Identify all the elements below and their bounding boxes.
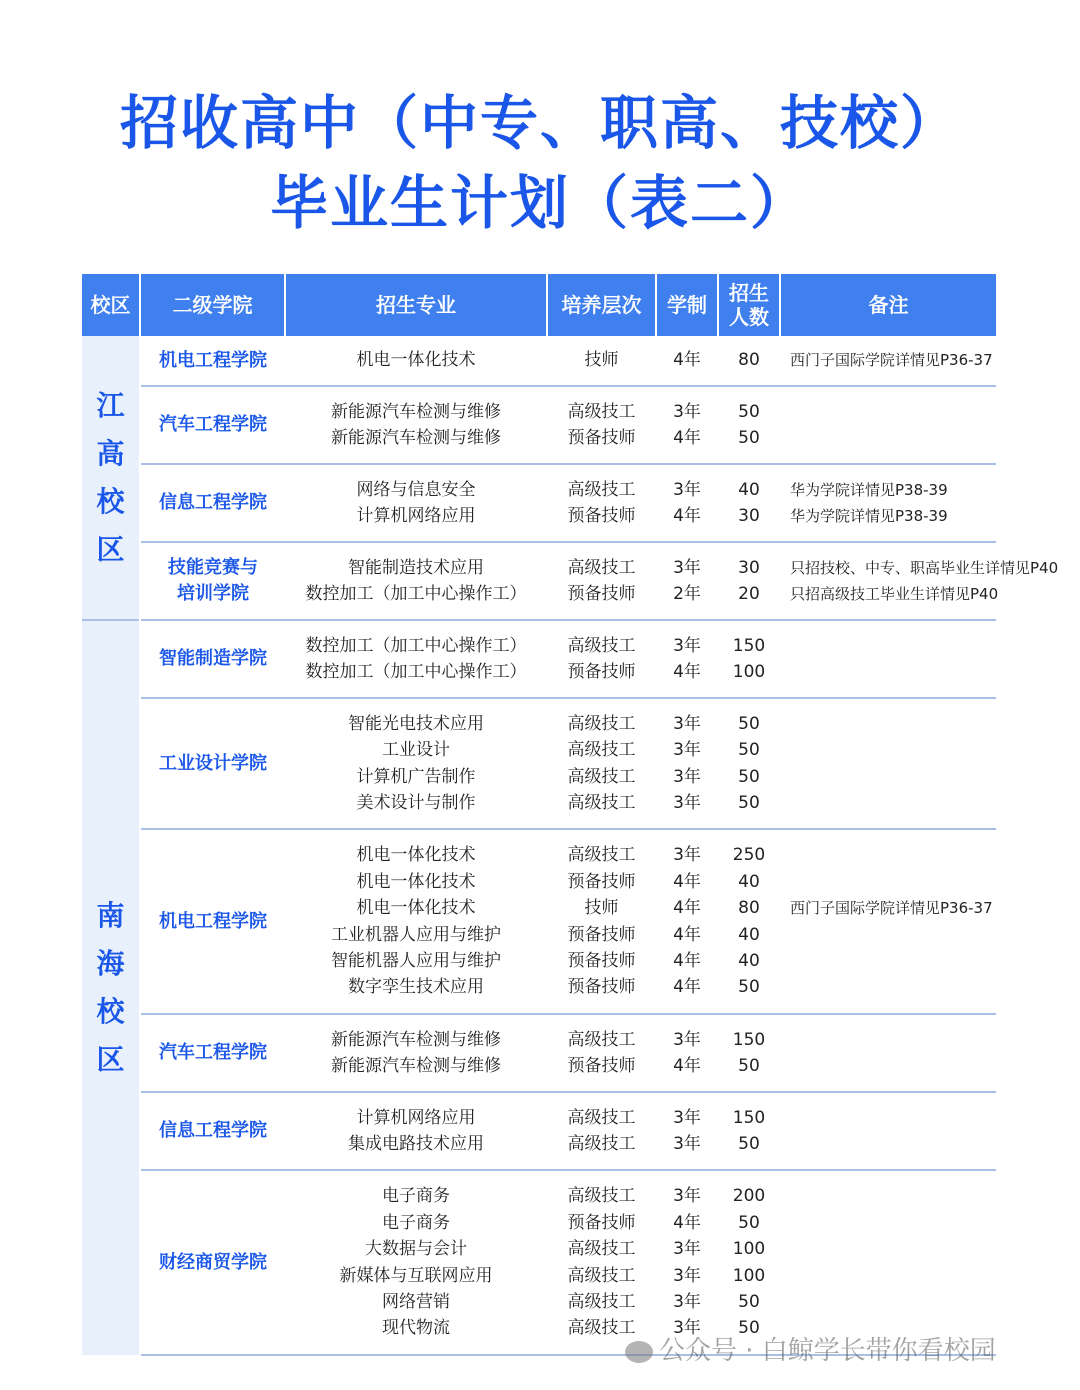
major: 智能光电技术应用 (348, 713, 484, 734)
count: 50 (738, 1056, 760, 1076)
years: 3年 (673, 766, 701, 787)
level-cell (547, 1170, 656, 1355)
header-level: 培养层次 (547, 274, 656, 336)
watermark-text: 公众号 · 白鲸学长带你看校园 (659, 1336, 996, 1366)
table-row (82, 829, 996, 1014)
count-cell (718, 386, 780, 464)
note (790, 1289, 996, 1315)
years-cell (656, 542, 718, 620)
major: 美术设计与制作 (356, 792, 476, 813)
college-name: 机电工程学院 (159, 910, 267, 932)
major: 电子商务 (382, 1212, 450, 1233)
years: 3年 (673, 635, 701, 656)
count: 30 (738, 506, 760, 526)
years: 3年 (673, 740, 701, 761)
campus-char: 江 (96, 388, 125, 422)
count: 150 (732, 635, 766, 656)
note: 华为学院详情见P38-39 (790, 480, 948, 499)
table-header-row (82, 274, 996, 336)
campus-char: 区 (96, 1043, 125, 1076)
years: 3年 (673, 792, 701, 813)
years: 4年 (673, 662, 701, 682)
count: 200 (732, 1186, 766, 1207)
count-cell (718, 620, 780, 698)
level: 预备技师 (567, 924, 636, 945)
years: 3年 (673, 1239, 701, 1260)
major: 新媒体与互联网应用 (339, 1265, 493, 1286)
major: 数控加工（加工中心操作工） (305, 662, 527, 682)
level-cell (547, 542, 656, 620)
watermark (625, 1330, 996, 1367)
major: 机电一体化技术 (356, 871, 476, 892)
years: 3年 (673, 401, 701, 422)
years: 4年 (673, 950, 701, 971)
note (790, 948, 996, 974)
count: 100 (732, 662, 766, 682)
note-cell (780, 464, 996, 542)
major: 工业设计 (382, 740, 450, 761)
count-cell (718, 336, 780, 386)
major: 集成电路技术应用 (348, 1134, 484, 1154)
level: 预备技师 (567, 428, 636, 448)
note (790, 922, 996, 948)
count: 50 (738, 740, 760, 761)
campus-char: 高 (96, 436, 125, 470)
major: 新能源汽车检测与维修 (331, 1056, 501, 1076)
count: 20 (738, 584, 760, 604)
page-title-line2: 毕业生计划（表二） (269, 169, 810, 237)
major: 计算机网络应用 (356, 1107, 476, 1128)
note (790, 1105, 996, 1131)
count: 50 (738, 792, 760, 813)
page-title-line1: 招收高中（中专、职高、技校） (119, 89, 960, 157)
years-cell (656, 336, 718, 386)
level: 高级技工 (567, 792, 636, 813)
note (790, 711, 996, 737)
level: 高级技工 (567, 1107, 636, 1128)
level: 预备技师 (567, 1212, 636, 1233)
note: 西门子国际学院详情见P36-37 (790, 899, 993, 918)
campus-char: 南 (96, 899, 125, 932)
table-row (82, 1014, 996, 1092)
major: 智能制造技术应用 (348, 557, 484, 578)
campus-char: 海 (96, 947, 125, 980)
major: 电子商务 (382, 1186, 450, 1207)
major: 大数据与会计 (365, 1239, 467, 1260)
table-row (82, 698, 996, 829)
count: 40 (738, 950, 760, 971)
count: 150 (732, 1107, 766, 1128)
level-cell (547, 698, 656, 829)
level: 高级技工 (567, 1134, 636, 1154)
note (790, 1183, 996, 1209)
major: 现代物流 (382, 1318, 450, 1339)
college-cell (140, 464, 285, 542)
count: 30 (738, 557, 760, 578)
count: 50 (738, 1291, 760, 1312)
years: 4年 (673, 1056, 701, 1076)
level: 高级技工 (567, 766, 636, 787)
level: 高级技工 (567, 1291, 636, 1312)
note (790, 399, 996, 425)
count: 80 (738, 898, 760, 919)
years: 3年 (673, 1134, 701, 1154)
years: 3年 (673, 845, 701, 866)
table-row (82, 386, 996, 464)
college-cell (140, 829, 285, 1014)
count-cell (718, 1014, 780, 1092)
major: 机电一体化技术 (356, 350, 476, 371)
major: 新能源汽车检测与维修 (331, 428, 501, 448)
years: 3年 (673, 1265, 701, 1286)
campus-char: 校 (96, 995, 125, 1028)
college-cell (140, 1092, 285, 1170)
count: 40 (738, 924, 760, 945)
years-cell (656, 386, 718, 464)
level: 高级技工 (567, 1186, 636, 1207)
major-cell (285, 542, 547, 620)
note (790, 737, 996, 763)
college-cell (140, 542, 285, 620)
years: 3年 (673, 1318, 701, 1339)
header-major: 招生专业 (285, 274, 547, 336)
campus-char: 校 (96, 484, 125, 518)
level: 预备技师 (567, 1056, 636, 1076)
campus-cell (82, 620, 140, 1355)
years: 3年 (673, 1029, 701, 1050)
college-name: 智能制造学院 (159, 648, 267, 669)
note (790, 659, 996, 685)
table-row (82, 336, 996, 386)
major: 数控加工（加工中心操作工） (305, 635, 527, 656)
note (790, 1210, 996, 1236)
major: 数控加工（加工中心操作工） (305, 584, 527, 604)
major-cell (285, 620, 547, 698)
campus-cell (82, 336, 140, 620)
note (790, 633, 996, 659)
major: 网络与信息安全 (356, 479, 476, 500)
note-cell (780, 1170, 996, 1355)
note (790, 869, 996, 895)
level: 预备技师 (567, 584, 636, 604)
college-name: 技能竞赛与 (168, 557, 258, 578)
level-cell (547, 386, 656, 464)
campus-char: 区 (96, 532, 125, 566)
major: 工业机器人应用与维护 (331, 924, 501, 945)
level: 高级技工 (567, 401, 636, 422)
level: 高级技工 (567, 1265, 636, 1286)
college-cell (140, 620, 285, 698)
note-cell (780, 829, 996, 1014)
count: 40 (738, 479, 760, 500)
note: 只招技校、中专、职高毕业生详情见P40 (790, 558, 1059, 577)
count-cell (718, 829, 780, 1014)
major: 计算机网络应用 (356, 506, 476, 526)
major: 机电一体化技术 (356, 898, 476, 919)
note-cell (780, 1092, 996, 1170)
note (790, 974, 996, 1000)
major-cell (285, 1092, 547, 1170)
level: 高级技工 (567, 479, 636, 500)
years-cell (656, 829, 718, 1014)
level: 高级技工 (567, 635, 636, 656)
major-cell (285, 829, 547, 1014)
college-name: 信息工程学院 (159, 492, 267, 513)
years: 3年 (673, 479, 701, 500)
level: 预备技师 (567, 977, 636, 998)
years-cell (656, 1092, 718, 1170)
years: 4年 (673, 871, 701, 892)
years: 3年 (673, 557, 701, 578)
major-cell (285, 1014, 547, 1092)
college-cell (140, 1014, 285, 1092)
count: 50 (738, 401, 760, 422)
level: 高级技工 (567, 845, 636, 866)
count: 50 (738, 1134, 760, 1154)
note: 华为学院详情见P38-39 (790, 507, 948, 525)
major: 数字孪生技术应用 (348, 977, 484, 998)
note (790, 1053, 996, 1079)
major: 新能源汽车检测与维修 (331, 1029, 501, 1050)
note-cell (780, 386, 996, 464)
years: 4年 (673, 350, 701, 371)
years: 3年 (673, 713, 701, 734)
major: 计算机广告制作 (356, 766, 476, 787)
level: 预备技师 (567, 871, 636, 892)
note (790, 425, 996, 451)
header-years: 学制 (656, 274, 718, 336)
years-cell (656, 464, 718, 542)
count-cell (718, 464, 780, 542)
enrollment-plan-table (82, 274, 1059, 1356)
count: 50 (738, 1318, 760, 1339)
years: 4年 (673, 428, 701, 448)
major-cell (285, 1170, 547, 1355)
note-cell (780, 336, 996, 386)
count: 80 (738, 350, 760, 371)
note-cell (780, 1014, 996, 1092)
college-name: 汽车工程学院 (159, 1042, 267, 1063)
note (790, 1263, 996, 1289)
note (790, 764, 996, 790)
level: 高级技工 (567, 713, 636, 734)
count-cell (718, 1170, 780, 1355)
major: 机电一体化技术 (356, 845, 476, 866)
college-cell (140, 1170, 285, 1355)
note (790, 1131, 996, 1157)
count: 50 (738, 766, 760, 787)
count: 40 (738, 871, 760, 892)
years-cell (656, 620, 718, 698)
level: 技师 (584, 350, 619, 371)
note-cell (780, 542, 1059, 620)
years: 4年 (673, 977, 701, 998)
count: 50 (738, 1212, 760, 1233)
header-college: 二级学院 (140, 274, 285, 336)
years: 4年 (673, 1212, 701, 1233)
years: 4年 (673, 898, 701, 919)
college-name: 机电工程学院 (159, 349, 267, 371)
count: 100 (732, 1239, 766, 1260)
table-row (82, 1170, 996, 1355)
count: 50 (738, 977, 760, 998)
count: 100 (732, 1265, 766, 1286)
note: 只招高级技工毕业生详情见P40 (790, 585, 999, 603)
level: 高级技工 (567, 1318, 636, 1339)
years: 4年 (673, 924, 701, 945)
note (790, 1236, 996, 1262)
table-row (82, 464, 996, 542)
note (790, 842, 996, 868)
note: 西门子国际学院详情见P36-37 (790, 351, 993, 370)
level: 预备技师 (567, 506, 636, 526)
level: 高级技工 (567, 1029, 636, 1050)
major-cell (285, 386, 547, 464)
college-cell (140, 386, 285, 464)
college-name: 培训学院 (177, 583, 249, 604)
major-cell (285, 698, 547, 829)
level-cell (547, 1014, 656, 1092)
count-cell (718, 1092, 780, 1170)
major-cell (285, 336, 547, 386)
count-cell (718, 542, 780, 620)
years-cell (656, 1170, 718, 1355)
years: 2年 (673, 584, 701, 604)
level: 高级技工 (567, 740, 636, 761)
major-cell (285, 464, 547, 542)
wechat-icon (625, 1341, 653, 1363)
years: 3年 (673, 1291, 701, 1312)
note-cell (780, 620, 996, 698)
level: 高级技工 (567, 557, 636, 578)
level-cell (547, 829, 656, 1014)
header-note: 备注 (780, 274, 996, 336)
college-name: 汽车工程学院 (159, 414, 267, 435)
level-cell (547, 336, 656, 386)
note (790, 1027, 996, 1053)
count-cell (718, 698, 780, 829)
count: 50 (738, 428, 760, 448)
major: 新能源汽车检测与维修 (331, 401, 501, 422)
level: 高级技工 (567, 1239, 636, 1260)
college-cell (140, 336, 285, 386)
level-cell (547, 1092, 656, 1170)
header-campus: 校区 (82, 274, 140, 336)
table-row (82, 620, 996, 698)
level-cell (547, 464, 656, 542)
college-name: 工业设计学院 (159, 752, 267, 774)
major: 网络营销 (382, 1291, 450, 1312)
college-name: 信息工程学院 (159, 1120, 267, 1141)
count: 150 (732, 1029, 766, 1050)
level: 预备技师 (567, 950, 636, 971)
level: 预备技师 (567, 662, 636, 682)
count: 250 (732, 845, 766, 866)
college-name: 财经商贸学院 (159, 1251, 267, 1273)
college-cell (140, 698, 285, 829)
years-cell (656, 698, 718, 829)
table-row (82, 542, 996, 620)
count: 50 (738, 713, 760, 734)
years: 3年 (673, 1186, 701, 1207)
table-row (82, 1092, 996, 1170)
years: 4年 (673, 506, 701, 526)
level: 技师 (584, 898, 619, 919)
years-cell (656, 1014, 718, 1092)
note (790, 790, 996, 816)
header-count: 招生 人数 (718, 274, 780, 336)
level-cell (547, 620, 656, 698)
note-cell (780, 698, 996, 829)
years: 3年 (673, 1107, 701, 1128)
major: 智能机器人应用与维护 (331, 950, 501, 971)
